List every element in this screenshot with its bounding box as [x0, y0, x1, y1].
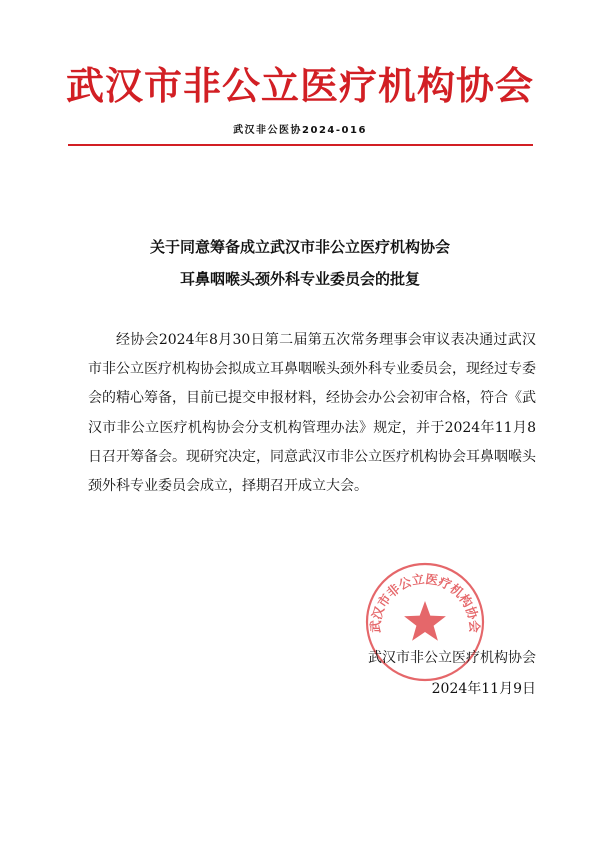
signature-date: 2024年11月9日 — [431, 681, 536, 697]
letterhead-divider — [68, 144, 533, 146]
star-icon — [404, 601, 446, 641]
signature-organization: 武汉市非公立医疗机构协会 — [368, 650, 536, 666]
document-number: 武汉非公医协2024-016 — [233, 125, 367, 136]
document-title-line-1: 关于同意筹备成立武汉市非公立医疗机构协会 — [149, 238, 450, 256]
document-body: 经协会2024年8月30日第二届第五次常务理事会审议表决通过武汉市非公立医疗机构协会拟成立耳鼻咽喉头颈外科专业委员会，现经过专委会的精心筹备，目前已提交申报材料，经协会办公会初审合格，符合《武汉市非公立医疗机构协会分支机构管理办法》规定，并于2024年11月8日召开筹备会。现研究决定，同意武汉市非公立医疗机构协会耳鼻咽喉头颈外科专业委员会成立，择期召开成立大会。 — [88, 332, 536, 495]
seal-text-path: 武汉市非公立医疗机构协会 — [367, 571, 483, 634]
letterhead-title: 武汉市非公立医疗机构协会 — [65, 64, 534, 108]
document-title-line-2: 耳鼻咽喉头颈外科专业委员会的批复 — [179, 270, 420, 288]
